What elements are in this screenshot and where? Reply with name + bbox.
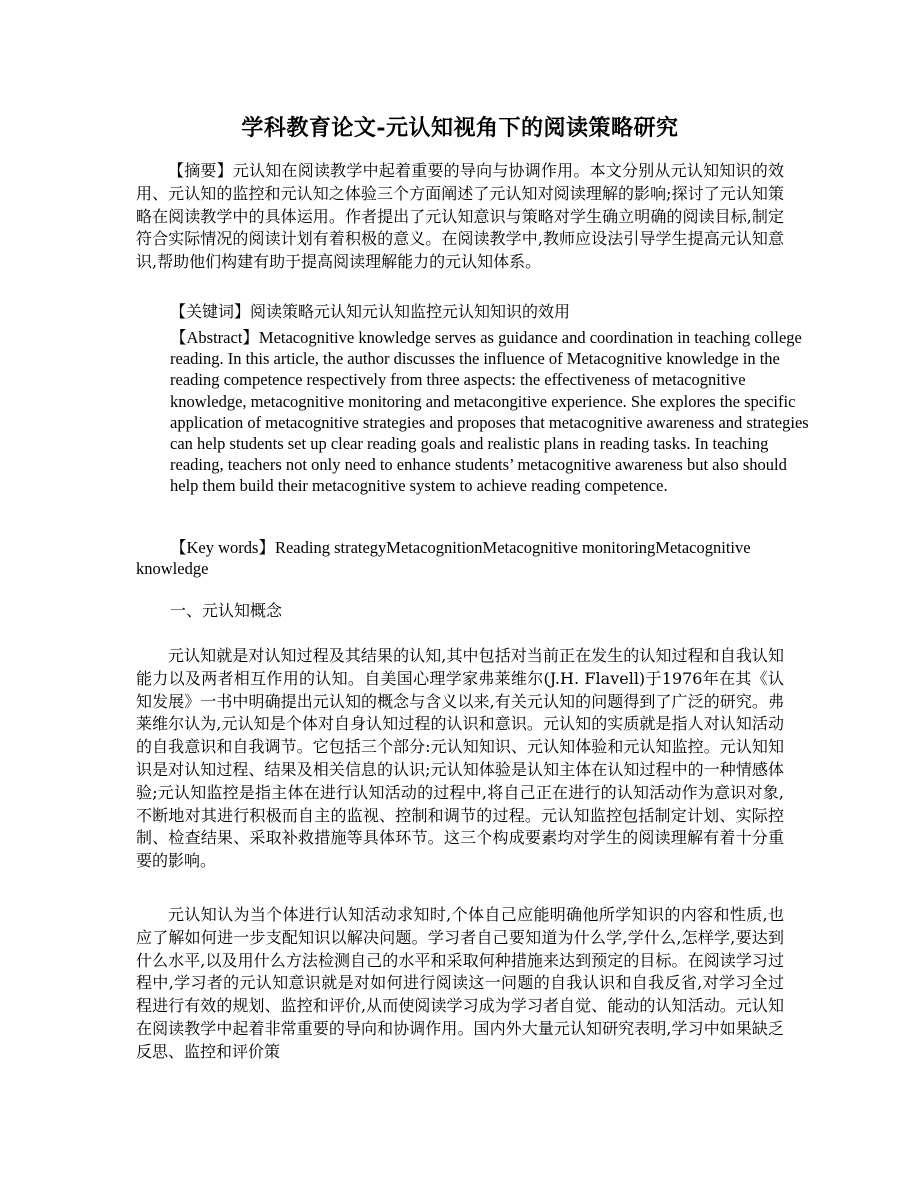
keywords-cn-label: 【关键词】 — [170, 302, 251, 321]
section-heading: 一、元认知概念 — [170, 601, 283, 620]
abstract-en-text: Metacognitive knowledge serves as guidance and coordination in teaching college reading. In this article, the author discusses the influence of Metacognitive knowledge in the reading competence respectively from three aspects: the effectiveness of metacognitive knowledge, metacognitive monitoring and metacongitive experience. She explores the specific application of metacognitive strategies and proposes that metacognitive awareness and strategies can help students set up clear reading goals and realistic plans in reading tasks. In teaching reading, teachers not only need to enhance students’ metacognitive awareness but also should help them build their metacognitive system to achieve reading competence. — [170, 328, 809, 496]
abstract-en-label: 【Abstract】 — [170, 328, 259, 347]
abstract-en — [136, 327, 818, 497]
keywords-en-label: 【Key words】 — [170, 538, 275, 557]
keywords-cn — [136, 301, 818, 324]
keywords-en-text: Reading strategyMetacognitionMetacognitive monitoringMetacognitive knowledge — [136, 538, 751, 579]
abstract-cn — [136, 160, 784, 274]
abstract-cn-text: 元认知在阅读教学中起着重要的导向与协调作用。本文分别从元认知知识的效用、元认知的监控和元认知之体验三个方面阐述了元认知对阅读理解的影响;探讨了元认知策略在阅读教学中的具体运用。作者提出了元认知意识与策略对学生确立明确的阅读目标,制定符合实际情况的阅读计划有着积极的意义。在阅读教学中,教师应设法引导学生提高元认知意识,帮助他们构建有助于提高阅读理解能力的元认知体系。 — [136, 161, 784, 272]
page-title: 学科教育论文-元认知视角下的阅读策略研究 — [241, 115, 679, 141]
keywords-cn-text: 阅读策略元认知元认知监控元认知知识的效用 — [250, 302, 571, 321]
section-paragraph-2: 元认知认为当个体进行认知活动求知时,个体自己应能明确他所学知识的内容和性质,也应了解如何进一步支配知识以解决问题。学习者自己要知道为什么学,学什么,怎样学,要达到什么水平,以及用什么方法检测自己的水平和采取何种措施来达到预定的目标。在阅读学习过程中,学习者的元认知意识就是对如何进行阅读这一问题的自我认识和自我反省,对学习全过程进行有效的规划、监控和评价,从而使阅读学习成为学习者自觉、能动的认知活动。元认知在阅读教学中起着非常重要的导向和协调作用。国内外大量元认知研究表明,学习中如果缺乏反思、监控和评价策 — [136, 905, 784, 1061]
section-paragraph-1: 元认知就是对认知过程及其结果的认知,其中包括对当前正在发生的认知过程和自我认知能力以及两者相互作用的认知。自美国心理学家弗莱维尔(J.H. Flavell)于1976年在其《认知发展》一书中明确提出元认知的概念与含义以来,有关元认知的问题得到了广泛的研究。弗莱维尔认为,元认知是个体对自身认知过程的认识和意识。元认知的实质就是指人对认知活动的自我意识和自我调节。它包括三个部分:元认知知识、元认知体验和元认知监控。元认知知识是对认知过程、结果及相关信息的认识;元认知体验是认知主体在认知过程中的一种情感体验;元认知监控是指主体在进行认知活动的过程中,将自己正在进行的认知活动作为意识对象,不断地对其进行积极而自主的监视、控制和调节的过程。元认知监控包括制定计划、实际控制、检查结果、采取补救措施等具体环节。这三个构成要素均对学生的阅读理解有着十分重要的影响。 — [136, 646, 784, 871]
abstract-cn-label: 【摘要】 — [168, 161, 233, 180]
keywords-en — [136, 537, 784, 579]
